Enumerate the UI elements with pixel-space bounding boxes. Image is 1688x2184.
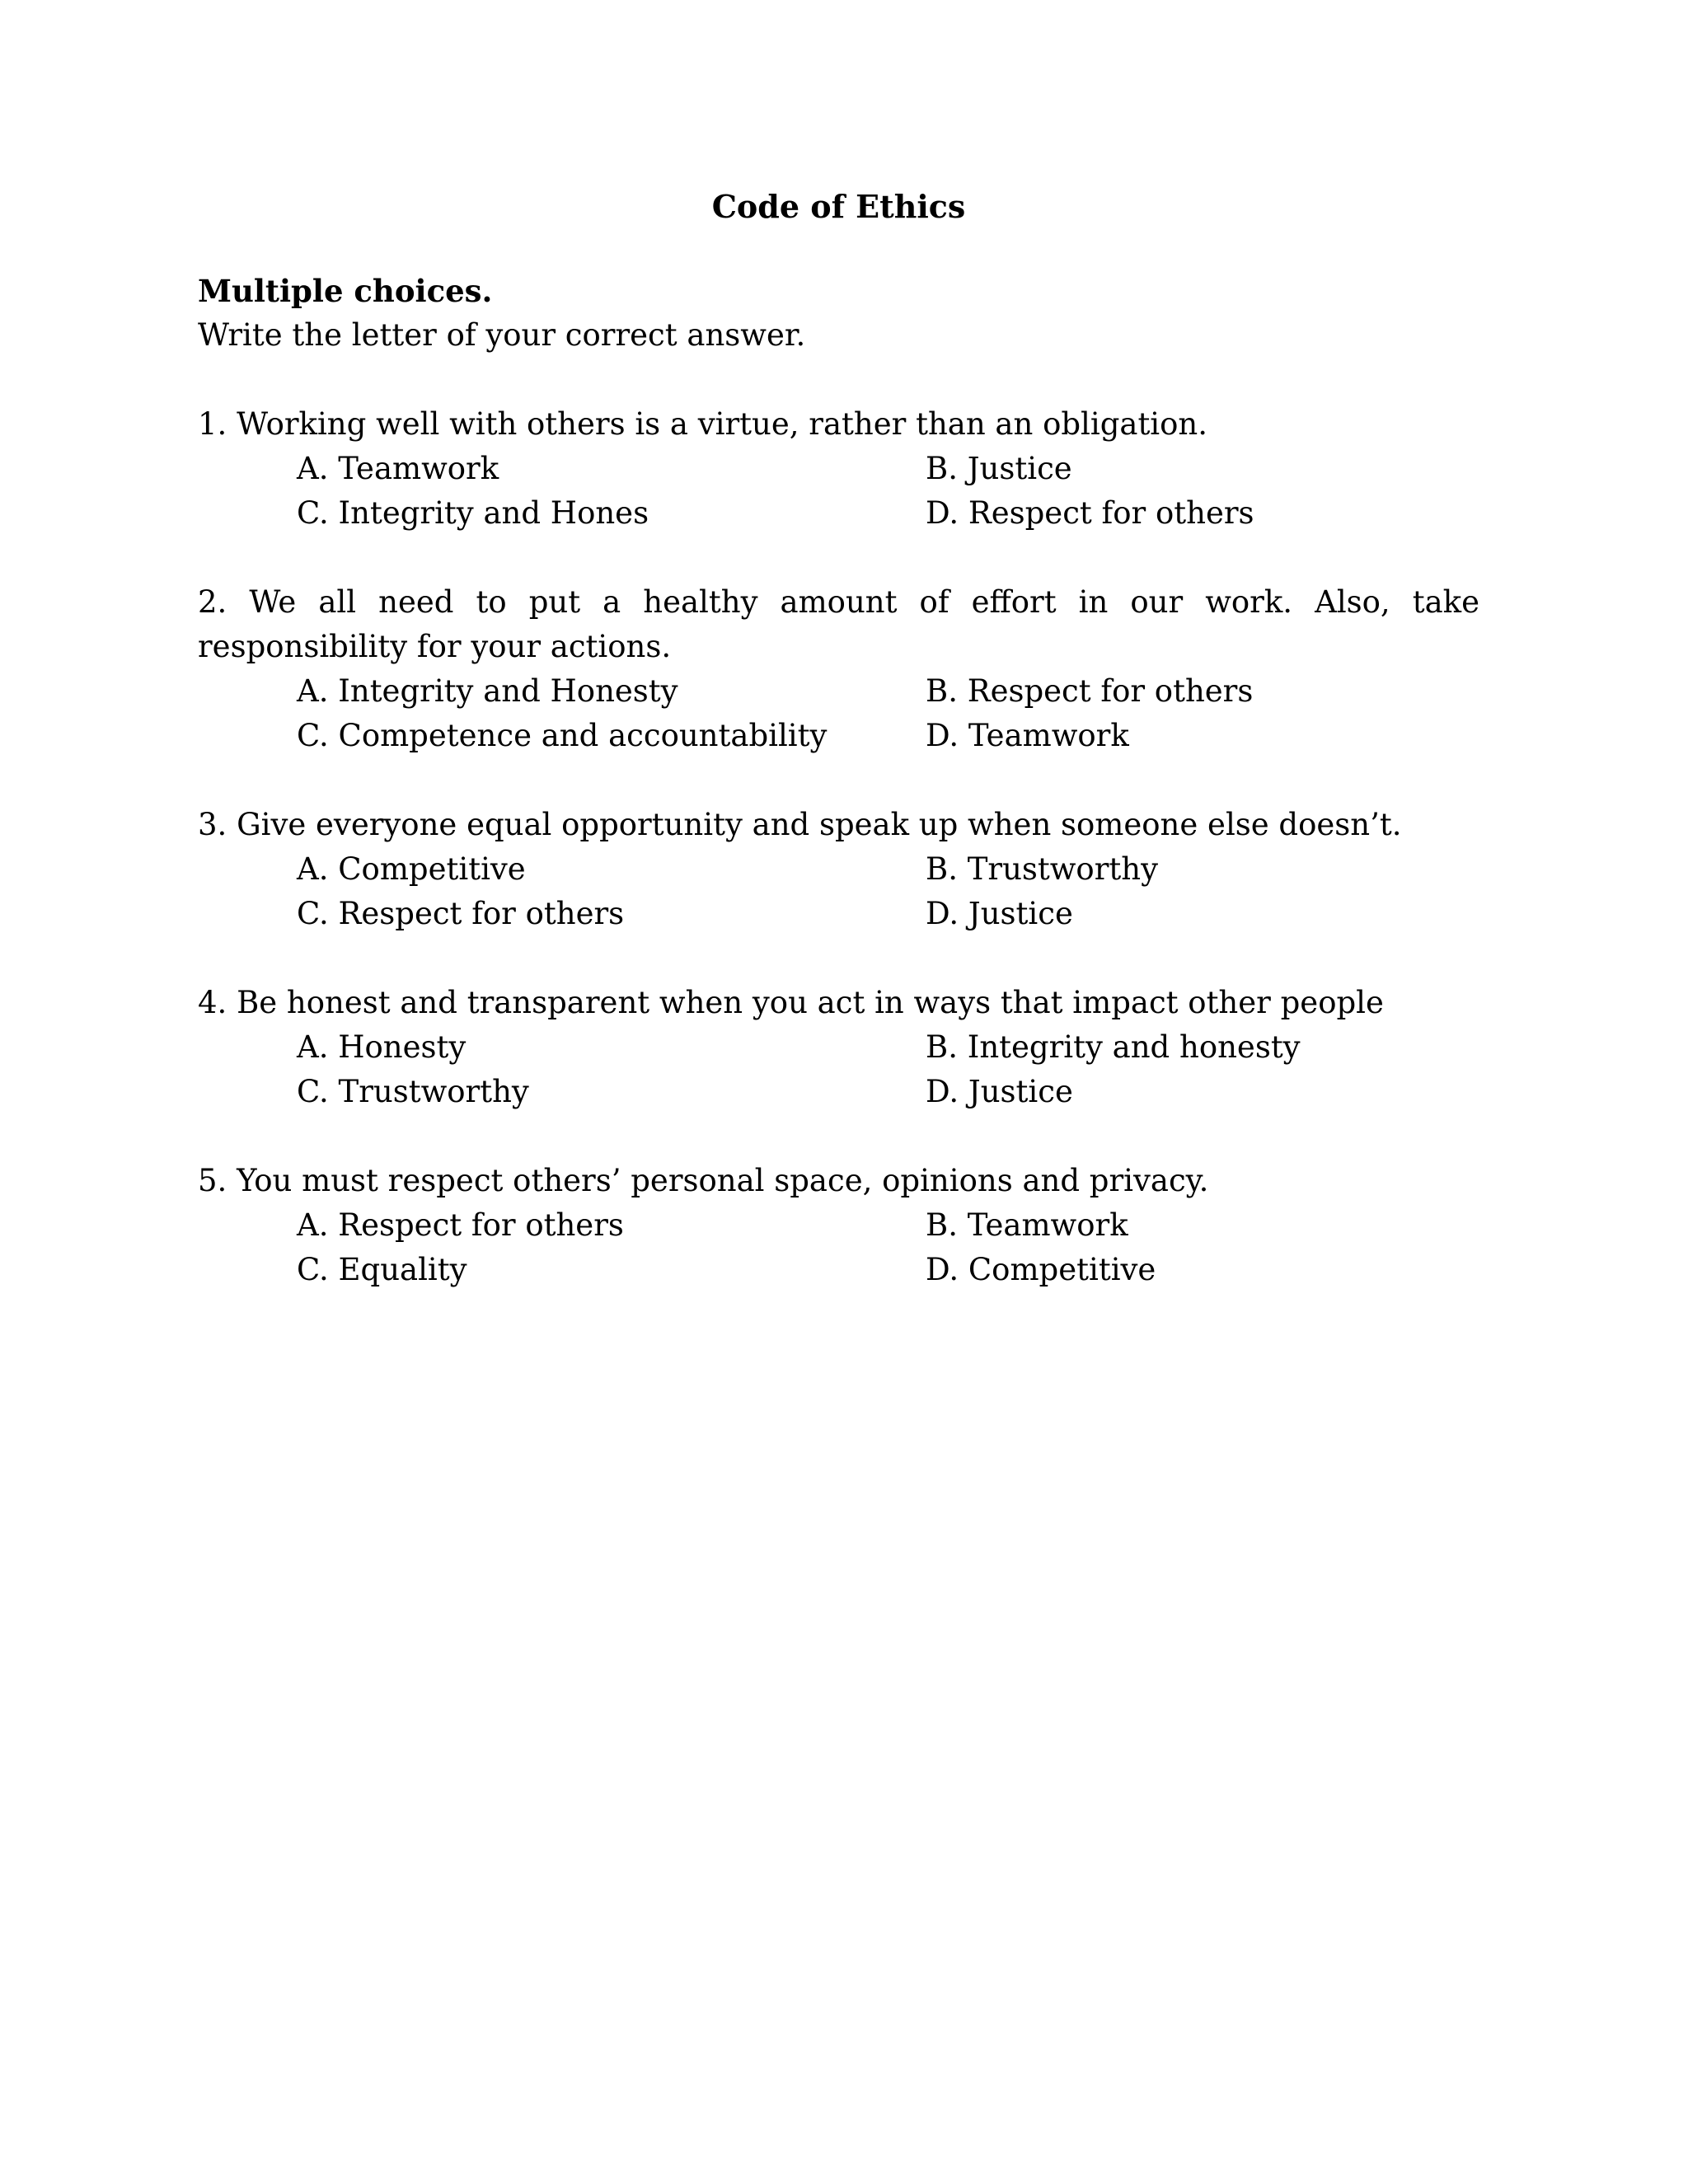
document-page [198,188,1479,1337]
choice-c: C. Equality [297,1251,467,1287]
question-3 [198,803,1479,936]
answer-choices [198,1025,1479,1114]
choice-d: D. Justice [926,895,1073,931]
choice-d: D. Teamwork [926,717,1129,753]
question-stem: 2. We all need to put a healthy amount of effort in our work. Also, take responsibility for your actions. [198,583,1479,664]
choice-b: B. Trustworthy [926,851,1158,887]
choice-a: A. Teamwork [297,450,499,486]
choice-a: A. Competitive [297,851,526,887]
choice-d: D. Justice [926,1073,1073,1109]
question-stem: 5. You must respect others’ personal space, opinions and privacy. [198,1162,1209,1198]
choice-b: B. Integrity and honesty [926,1029,1301,1065]
question-5 [198,1159,1479,1292]
choice-c: C. Competence and accountability [297,717,828,753]
choice-c: C. Trustworthy [297,1073,529,1109]
choice-b: B. Justice [926,450,1072,486]
answer-choices [198,669,1479,758]
choice-d: D. Competitive [926,1251,1156,1287]
choice-b: B. Teamwork [926,1207,1128,1243]
section-heading: Multiple choices. [198,272,493,309]
choice-a: A. Respect for others [297,1207,624,1243]
choice-d: D. Respect for others [926,494,1254,531]
question-1 [198,402,1479,536]
choice-b: B. Respect for others [926,673,1254,709]
question-stem: 3. Give everyone equal opportunity and speak up when someone else doesn’t. [198,806,1402,842]
choice-c: C. Respect for others [297,895,625,931]
choice-a: A. Integrity and Honesty [297,673,678,709]
choice-c: C. Integrity and Hones [297,494,649,531]
question-2 [198,580,1479,758]
question-4 [198,981,1479,1114]
question-stem: 1. Working well with others is a virtue, rather than an obligation. [198,405,1208,442]
answer-choices [198,847,1479,936]
question-stem: 4. Be honest and transparent when you act in ways that impact other people [198,984,1384,1020]
answer-choices [198,1203,1479,1292]
choice-a: A. Honesty [297,1029,467,1065]
page-title: Code of Ethics [711,188,966,225]
answer-choices [198,447,1479,536]
instruction-text: Write the letter of your correct answer. [198,316,806,353]
